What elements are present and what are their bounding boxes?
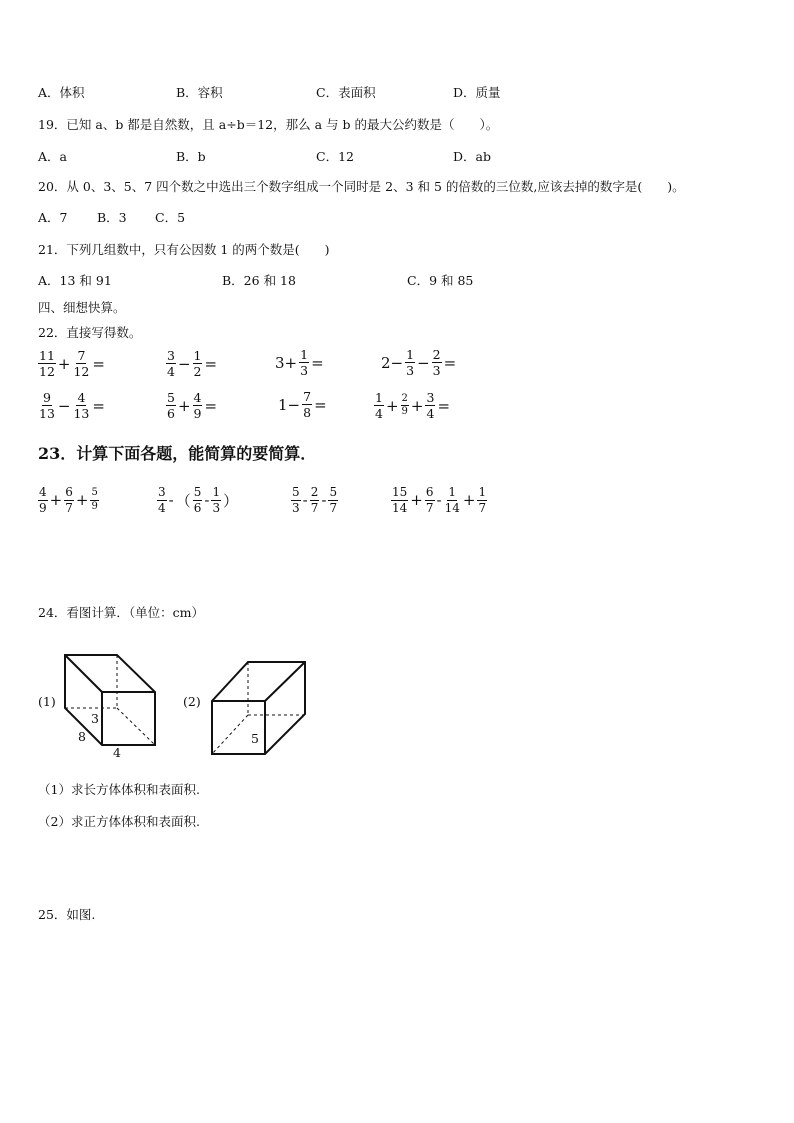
cuboid-edge <box>65 655 102 692</box>
q23-expression-2: $\frac{3}{4}$ - （ $\frac{5}{6}$ - $\frac{1}{3}$ ） <box>158 485 239 515</box>
cuboid-width-label: 8 <box>78 729 86 744</box>
cuboid-height-label: 3 <box>91 711 99 726</box>
q21-option-b: B．26 和 18 <box>222 273 296 288</box>
q22-stem: 22．直接写得数。 <box>38 325 142 340</box>
q20-option-c: C．5 <box>155 210 186 225</box>
q20-stem: 20．从 0、3、5、7 四个数之中选出三个数字组成一个同时是 2、3 和 5 的倍数的三位数,应该去掉的数字是( )。 <box>38 179 685 194</box>
figure-1-label: (1) <box>38 694 56 709</box>
q18-option-b: B．容积 <box>176 85 223 100</box>
q19-stem: 19．已知 a、b 都是自然数，且 a÷b＝12，那么 a 与 b 的最大公约数是（ ）。 <box>38 117 499 132</box>
q18-option-c: C．表面积 <box>316 85 376 100</box>
q22-item-7: 1− $\frac{7}{8}$ = <box>278 389 327 421</box>
q22-item-3: 3+ $\frac{1}{3}$ = <box>275 347 324 379</box>
cuboid-hidden-edge <box>117 708 155 745</box>
q24-stem: 24．看图计算．（单位：cm） <box>38 605 205 620</box>
cube-figure <box>208 658 312 760</box>
q22-item-8: $\frac{1}{4}$ + $\frac{2}{9}$ + $\frac{3}{4}$ = <box>375 390 451 422</box>
q22-item-6: $\frac{5}{6}$ + $\frac{4}{9}$ = <box>167 390 218 422</box>
q18-option-d: D．质量 <box>453 85 501 100</box>
figure-2-label: (2) <box>183 694 201 709</box>
q21-stem: 21．下列几组数中，只有公因数 1 的两个数是( ) <box>38 242 330 257</box>
cube-edge <box>265 662 305 701</box>
q23-expression-3: $\frac{5}{3}$ - $\frac{2}{7}$ - $\frac{5}{7}$ <box>292 485 338 515</box>
q23-expression-4: $\frac{15}{14}$ + $\frac{6}{7}$ - $\frac{1}{14}$ + $\frac{1}{7}$ <box>392 485 487 515</box>
q18-option-a: A．体积 <box>38 85 85 100</box>
q23-expression-1: $\frac{4}{9}$ + $\frac{6}{7}$ + $\frac{5}{9}$ <box>39 485 98 515</box>
q22-item-4: 2− $\frac{1}{3}$ − $\frac{2}{3}$ = <box>381 347 457 379</box>
q19-option-d: D．ab <box>453 149 491 164</box>
q22-item-5: $\frac{9}{13}$ − $\frac{4}{13}$ = <box>39 390 105 422</box>
q21-option-c: C．9 和 85 <box>407 273 474 288</box>
section-heading: 四、细想快算。 <box>38 300 126 315</box>
q20-option-a: A．7 <box>38 210 68 225</box>
q25-stem: 25．如图. <box>38 907 96 922</box>
q20-option-b: B．3 <box>97 210 127 225</box>
cube-edge-label: 5 <box>251 731 259 746</box>
q24-subquestion-2: （2）求正方体体积和表面积. <box>38 814 200 829</box>
q19-option-a: A．a <box>38 149 67 164</box>
q24-subquestion-1: （1）求长方体体积和表面积. <box>38 782 200 797</box>
cuboid-figure <box>60 650 170 760</box>
q22-item-2: $\frac{3}{4}$ − $\frac{1}{2}$ = <box>167 348 218 380</box>
q23-stem: 23．计算下面各题，能简算的要简算． <box>38 444 317 463</box>
q21-option-a: A．13 和 91 <box>38 273 112 288</box>
cuboid-length-label: 4 <box>113 745 121 760</box>
cube-hidden-edge <box>212 715 248 754</box>
q19-option-c: C．12 <box>316 149 354 164</box>
q22-item-1: $\frac{11}{12}$ + $\frac{7}{12}$ = <box>39 348 105 380</box>
q19-option-b: B．b <box>176 149 206 164</box>
